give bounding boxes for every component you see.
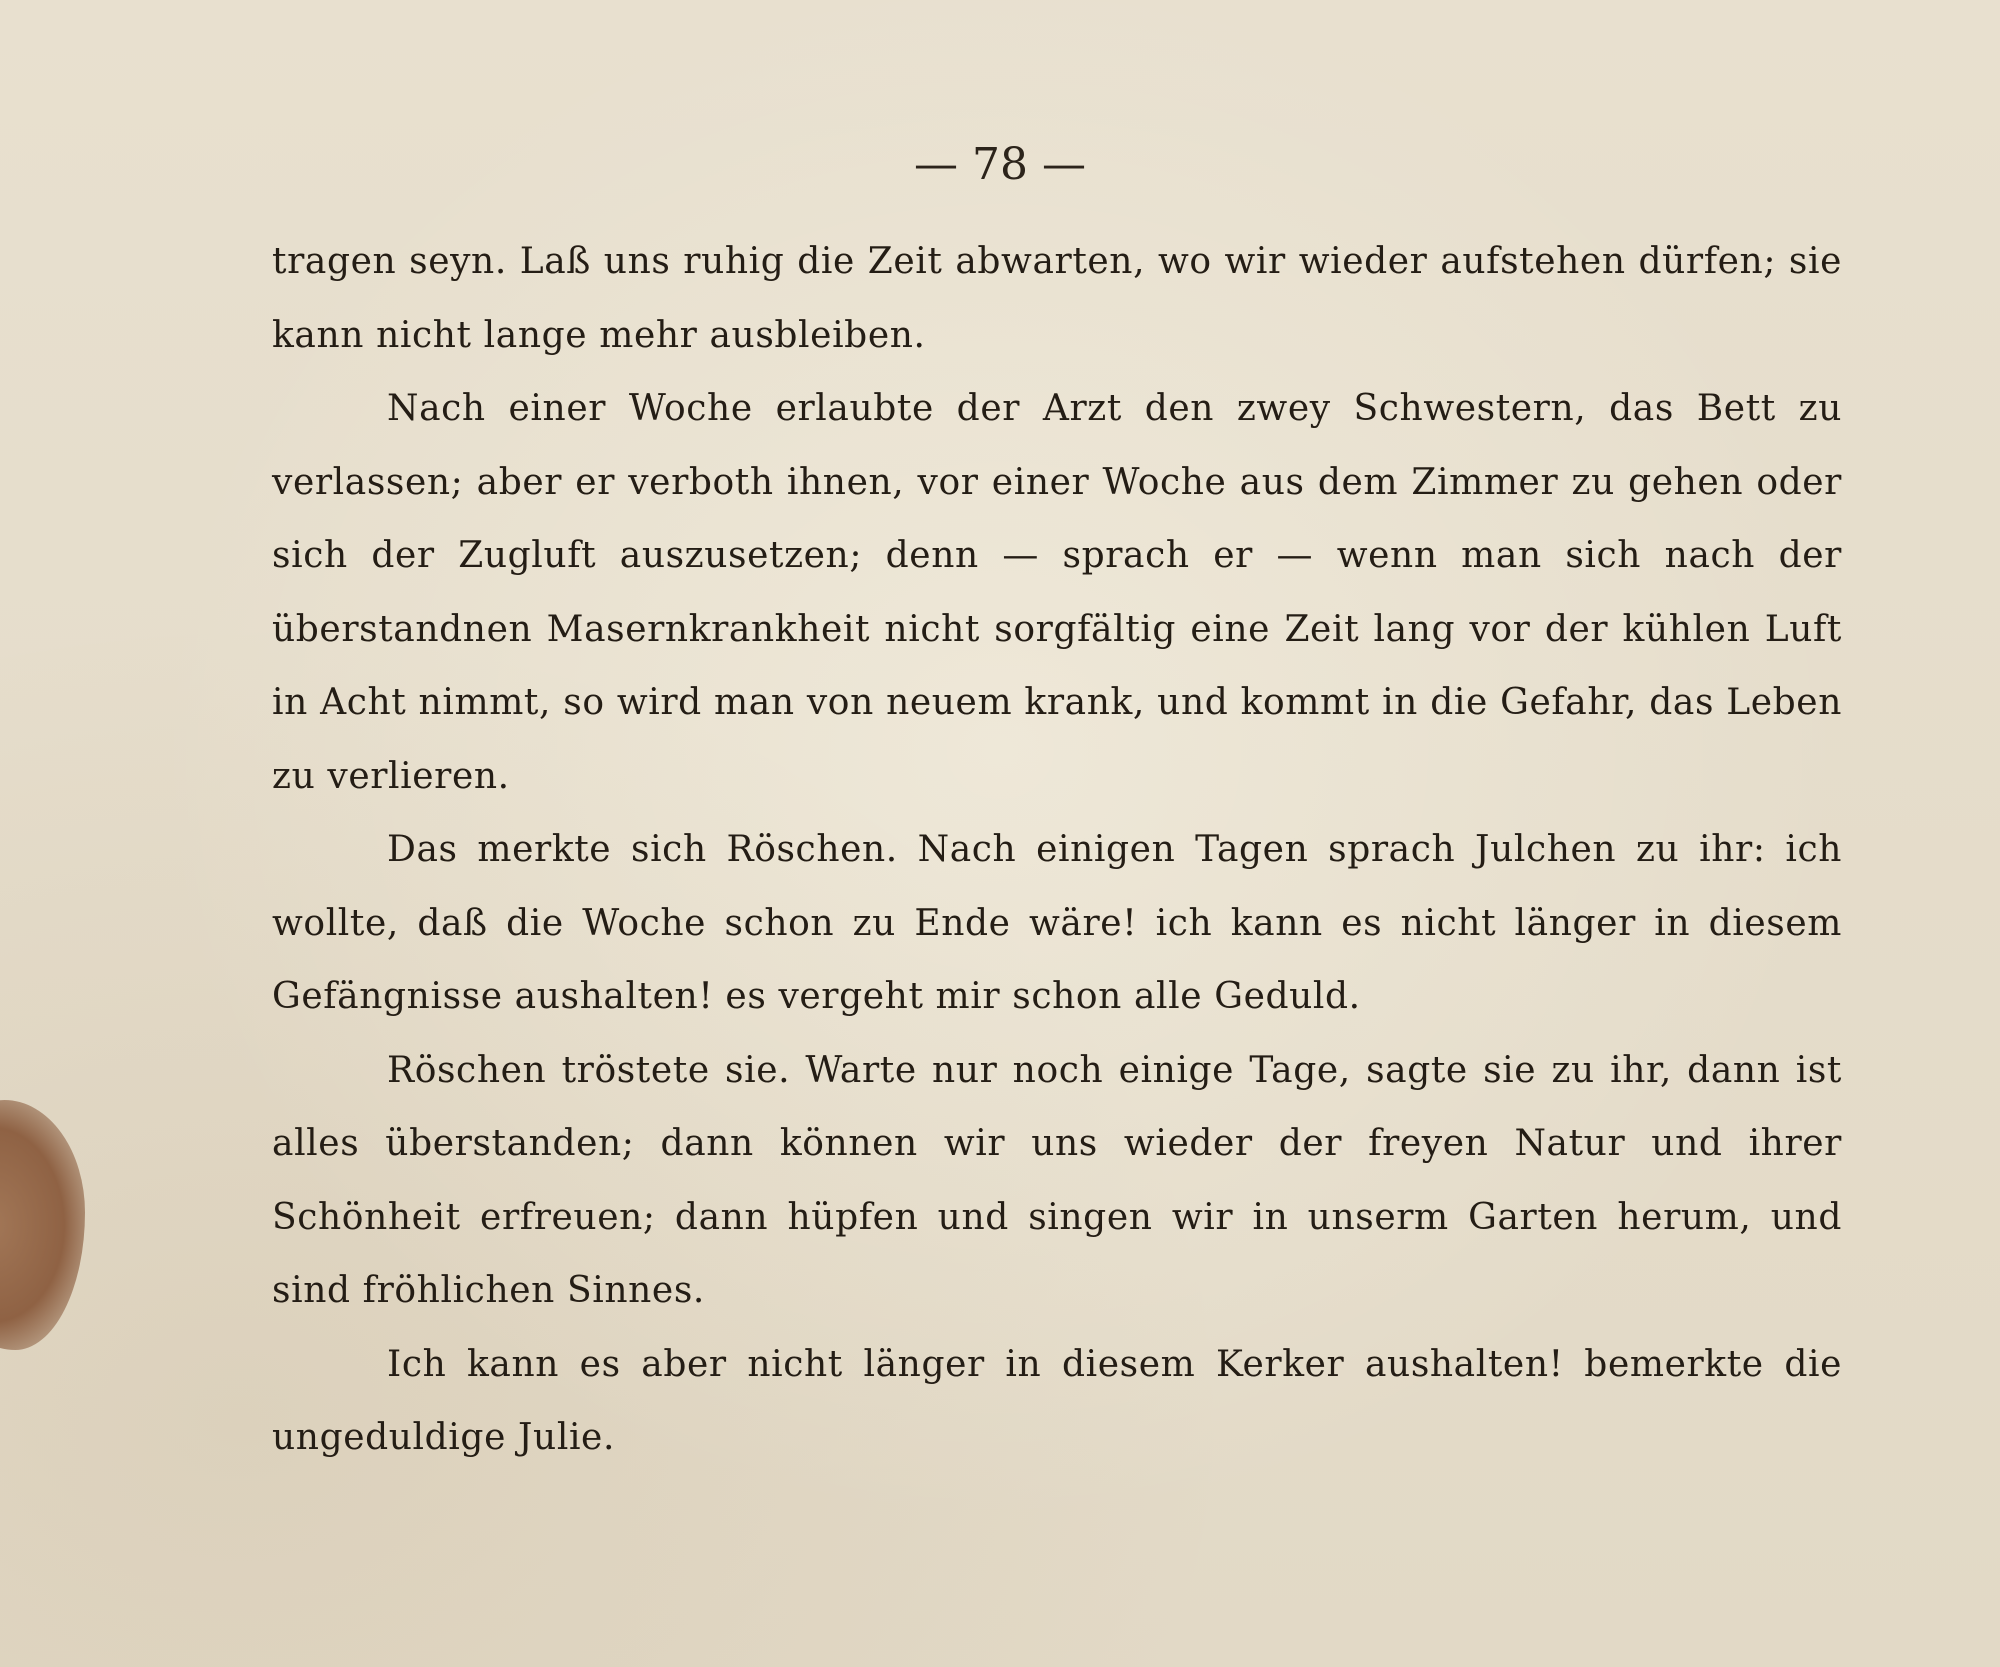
paragraph-4: Röschen tröstete sie. Warte nur noch einige Tage, sagte sie zu ihr, dann ist alles überstanden; dann können wir uns wieder der freyen Natur und ihrer Schönheit erfreuen; dann hüpfen und singen wir in unserm Garten herum, und sind fröhlichen Sinnes. — [272, 1049, 1842, 1311]
paragraph-3: Das merkte sich Röschen. Nach einigen Tagen sprach Julchen zu ihr: ich wollte, daß die Woche schon zu Ende wäre! ich kann es nicht länger in diesem Gefängnisse aushalten! es vergeht mir schon alle Geduld. — [272, 829, 1842, 1017]
ink-stain — [0, 1100, 85, 1350]
page-number: — 78 — — [914, 139, 1086, 190]
body-text — [272, 225, 1842, 1475]
paragraph-2: Nach einer Woche erlaubte der Arzt den zwey Schwestern, das Bett zu verlassen; aber er verboth ihnen, vor einer Woche aus dem Zimmer zu gehen oder sich der Zugluft auszusetzen; denn — sprach er — wenn man sich nach der überstandnen Masernkrankheit nicht sorgfältig eine Zeit lang vor der kühlen Luft in Acht nimmt, so wird man von neuem krank, und kommt in die Gefahr, das Leben zu verlieren. — [272, 388, 1842, 797]
paragraph-1: tragen seyn. Laß uns ruhig die Zeit abwarten, wo wir wieder aufstehen dürfen; sie kann nicht lange mehr ausbleiben. — [272, 241, 1842, 356]
paragraph-5: Ich kann es aber nicht länger in diesem Kerker aushalten! bemerkte die ungeduldige Julie. — [272, 1343, 1842, 1458]
